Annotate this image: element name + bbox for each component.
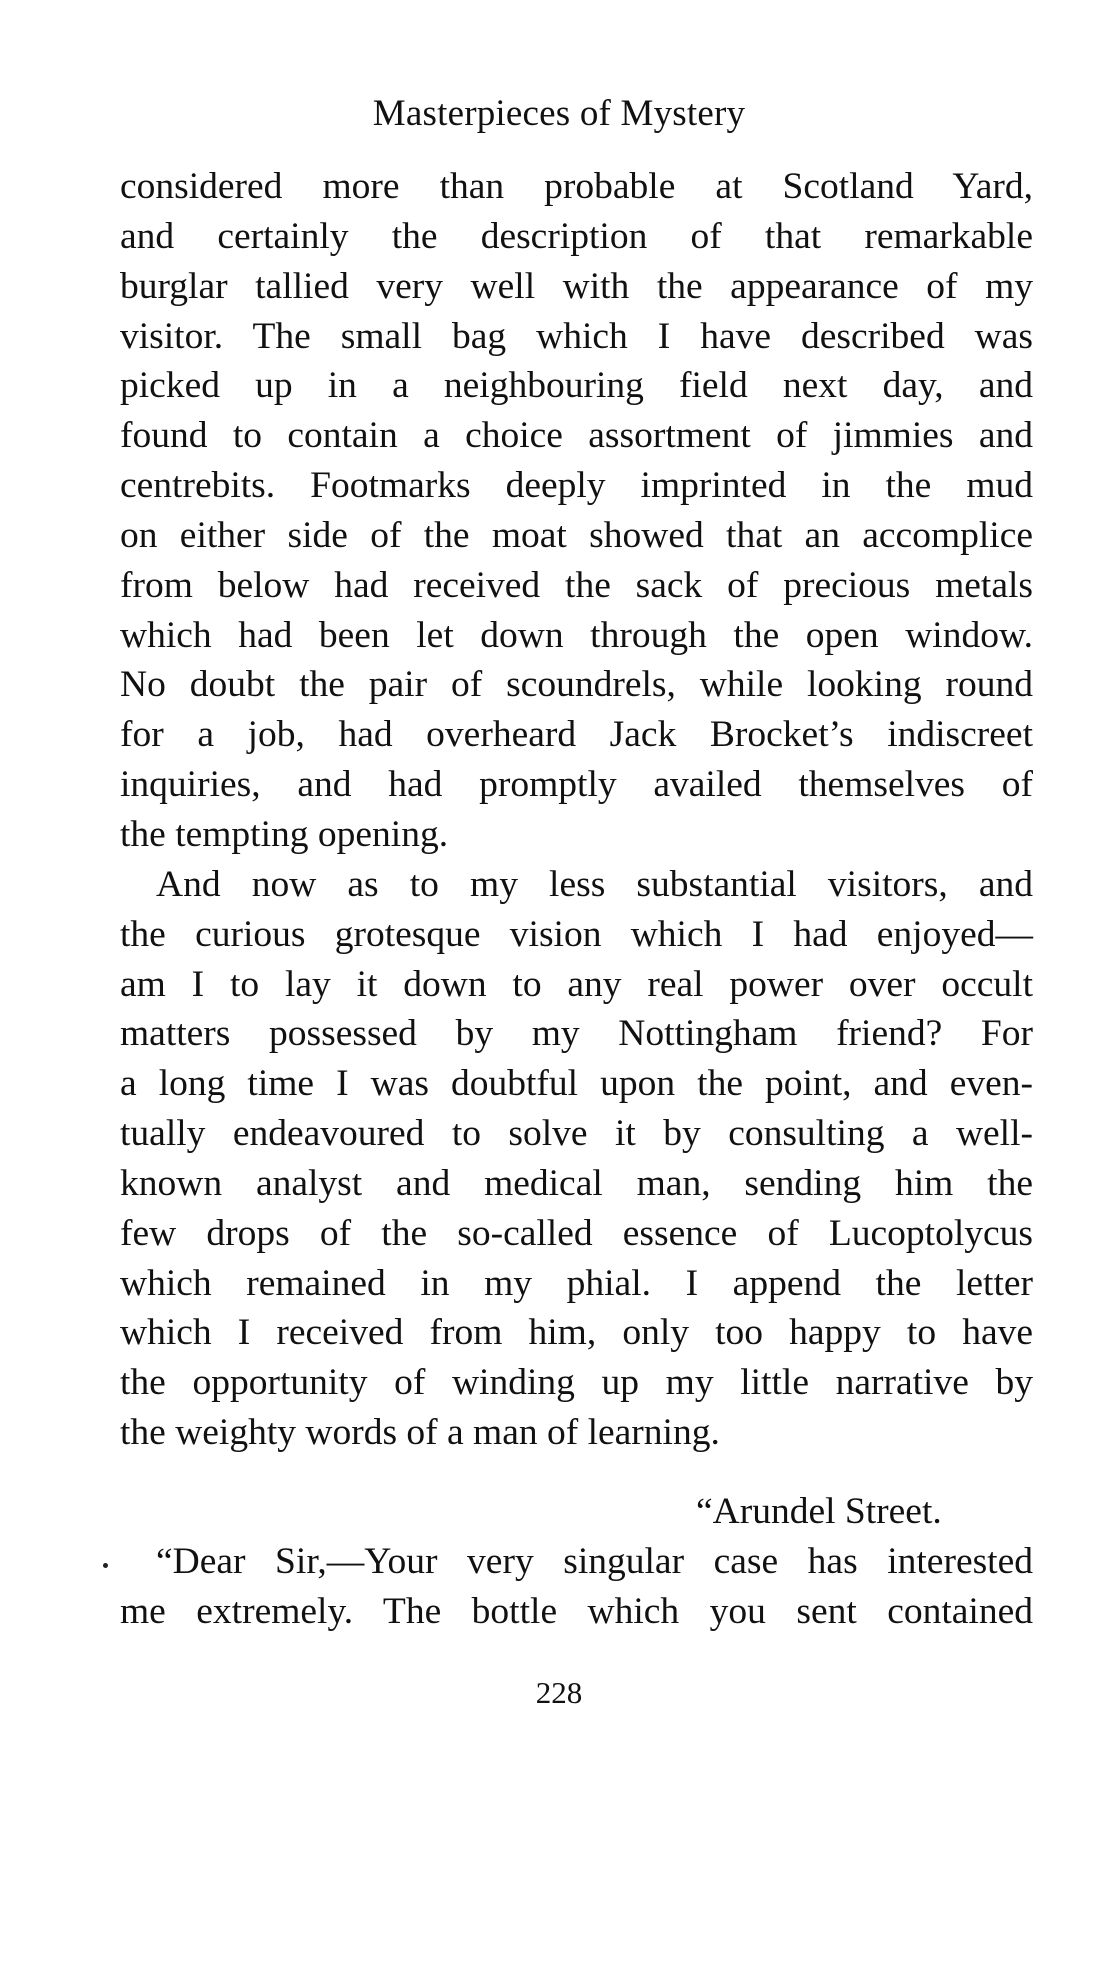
text-line: am I to lay it down to any real power over occult bbox=[120, 963, 1033, 1005]
paragraph bbox=[120, 162, 1033, 860]
text-line: and certainly the description of that remarkable bbox=[120, 215, 1033, 257]
letter-address bbox=[0, 1487, 1118, 1537]
text-line: visitor. The small bag which I have described was bbox=[120, 315, 1033, 357]
text-line: known analyst and medical man, sending him the bbox=[120, 1162, 1033, 1204]
page-number: 228 bbox=[535, 1675, 583, 1710]
paragraph bbox=[120, 860, 1033, 1458]
text-line: which I received from him, only too happy to have bbox=[120, 1312, 1033, 1354]
text-line: “Dear Sir,—Your very singular case has interested bbox=[156, 1541, 1033, 1582]
text-line: which remained in my phial. I append the letter bbox=[120, 1262, 1033, 1304]
text-line: found to contain a choice assortment of jimmies and bbox=[120, 415, 1033, 457]
text-line: burglar tallied very well with the appearance of my bbox=[120, 265, 1033, 307]
text-line: inquiries, and had promptly availed themselves of bbox=[120, 764, 1033, 806]
text-line: matters possessed by my Nottingham friend? For bbox=[120, 1013, 1033, 1055]
text-line: the weighty words of a man of learning. bbox=[120, 1412, 720, 1454]
running-title: Masterpieces of Mystery bbox=[372, 93, 746, 134]
text-line: centrebits. Footmarks deeply imprinted in the mud bbox=[120, 465, 1033, 507]
text-line: picked up in a neighbouring field next day, and bbox=[120, 365, 1033, 407]
text-line: me extremely. The bottle which you sent contained bbox=[120, 1590, 1033, 1632]
text-line: for a job, had overheard Jack Brocket’s indiscreet bbox=[120, 714, 1033, 756]
text-line: tually endeavoured to solve it by consulting a well- bbox=[120, 1113, 1033, 1155]
text-line: And now as to my less substantial visitors, and bbox=[156, 863, 1033, 905]
text-line: from below had received the sack of precious metals bbox=[120, 564, 1033, 606]
text-line: No doubt the pair of scoundrels, while looking round bbox=[120, 664, 1033, 706]
letter-address-text: “Arundel Street. bbox=[696, 1491, 942, 1532]
text-line: considered more than probable at Scotland Yard, bbox=[120, 166, 1033, 207]
text-line: the curious grotesque vision which I had enjoyed— bbox=[120, 913, 1033, 955]
text-line: the tempting opening. bbox=[120, 813, 449, 855]
text-line: few drops of the so-called essence of Lucoptolycus bbox=[120, 1212, 1033, 1254]
text-line: the opportunity of winding up my little narrative by bbox=[120, 1362, 1033, 1404]
body-text bbox=[120, 162, 1033, 1458]
stray-dot-mark bbox=[103, 1563, 108, 1568]
text-line: which had been let down through the open window. bbox=[120, 614, 1033, 656]
text-line: on either side of the moat showed that an accomplice bbox=[120, 514, 1033, 556]
letter-body bbox=[120, 1537, 1033, 1637]
text-line: a long time I was doubtful upon the point, and even- bbox=[120, 1063, 1033, 1105]
